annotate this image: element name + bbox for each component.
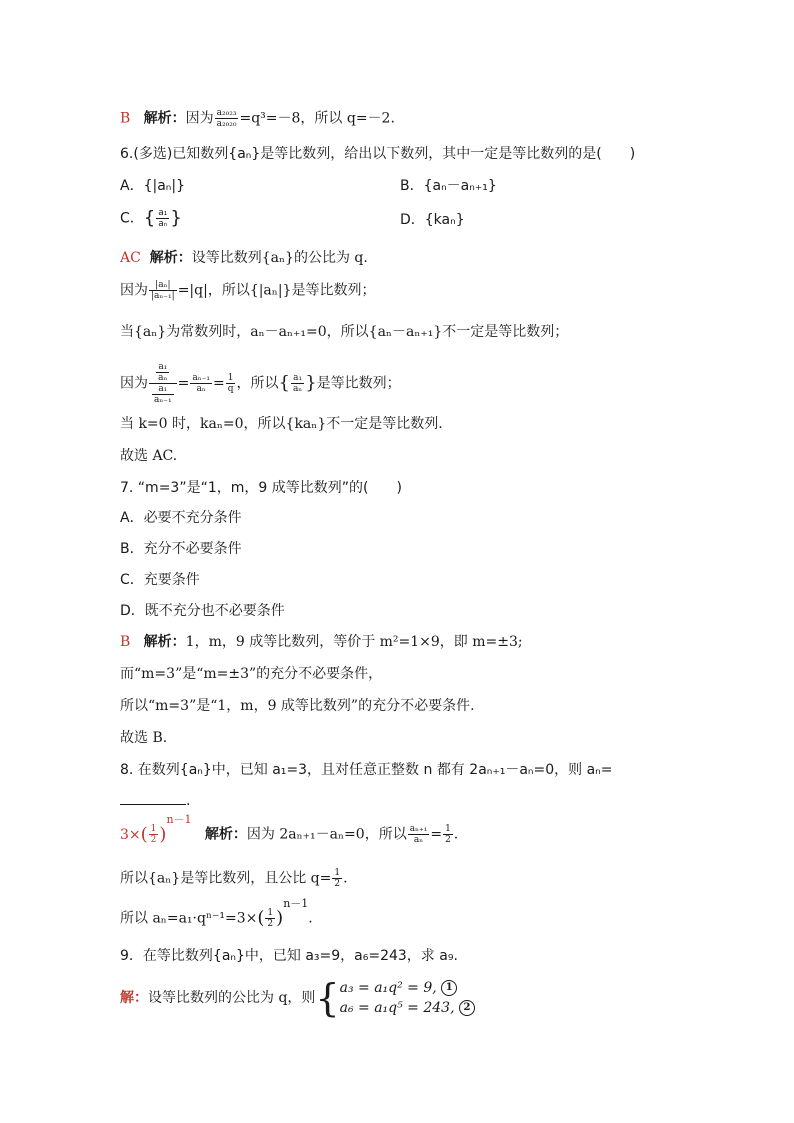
q7-analysis-2: 而“m=3”是“m=±3”的充分不必要条件，: [120, 666, 383, 682]
q6-analysis-5: 当 k=0 时，kaₙ=0，所以{kaₙ}不一定是等比数列.: [120, 416, 443, 432]
q8-line3-exp: n－1: [283, 896, 309, 910]
q6-line4-den-2: aₙ: [196, 384, 206, 394]
q7-option-d: D．既不充分也不必要条件: [120, 603, 285, 619]
q7-analysis-4: 故选 B.: [120, 730, 168, 746]
q6-line4-pre: 因为: [120, 375, 148, 392]
q9-eq1: a₃ = a₁q² = 9,: [339, 980, 437, 996]
q6-line2-num: |aₙ|: [149, 280, 177, 291]
q9-answer-label: 解：: [120, 990, 148, 1006]
q6-option-a: A．{|aₙ|}: [120, 178, 185, 194]
q6-line2-den: |aₙ₋₁|: [151, 291, 175, 301]
q7-answer: B: [120, 634, 131, 650]
q8-line2-half: [332, 868, 342, 889]
q7-analysis-label: 解析：: [143, 634, 186, 650]
q5-frac-num: a₂₀₂₃: [216, 108, 237, 118]
q8-line2-pre: 所以{aₙ}是等比数列，且公比 q=: [120, 870, 332, 887]
q6-option-c-den: aₙ: [158, 219, 168, 229]
q6-line2-post: =|q|，所以{|aₙ|}是等比数列；: [177, 282, 376, 299]
q8-answer: 3×( $\frac{1}{2}$ )$^{n-1}$: [120, 812, 192, 845]
q6-line2-pre: 因为: [120, 282, 148, 299]
q6-line4-post: ，所以: [236, 375, 279, 392]
q9-answer-line: [120, 978, 475, 1018]
q6-option-c-label: C．: [120, 210, 144, 227]
q7-option-a: A．必要不充分条件: [120, 510, 242, 526]
q8-line2-half-den: 2: [334, 879, 341, 889]
q6-option-b: B．{aₙ－aₙ₊₁}: [400, 178, 497, 194]
q6-line4-inner-den-1: aₙ: [158, 373, 168, 383]
q6-line4-eq1: =: [177, 375, 190, 392]
q6-line4-complex-den: [149, 384, 177, 405]
q6-line4-complex-num: [149, 362, 177, 384]
q8-line1-den: aₙ: [413, 835, 424, 845]
q9-eq2: a₆ = a₁q⁵ = 243,: [339, 1000, 455, 1016]
q8-line1-num: aₙ₊₁: [409, 824, 428, 834]
q5-frac-den: a₂₀₂₀: [216, 119, 237, 129]
q6-line4-inner-frac-1: [156, 362, 169, 383]
q6-analysis-4: 因为 $\frac{\frac{\text{a₁}}{\text{aₙ}}}{\frac{\text{a₁}}{\text{aₙ₋₁}}}$ = $\frac{\text{aₙ₋₁}}{\text{aₙ}}$ = $\frac{1}{q}$ ，所以{ $\frac{\text{a₁}}{\text{aₙ}}$ }是等比数列；: [120, 362, 401, 405]
q6-line4-inner-num-2: a₁: [152, 384, 174, 395]
q6-option-c-frac: [156, 208, 169, 229]
q8-line3-half-num: 1: [267, 908, 274, 918]
q5-fraction: [215, 108, 239, 129]
q5-text-2: =q³=－8，所以 q=－2.: [239, 110, 395, 127]
q7-analysis-3: 所以“m=3”是“1，m，9 成等比数列”的充分不必要条件.: [120, 698, 475, 714]
q5-text: 因为: [185, 110, 214, 127]
q6-analysis-3: 当{aₙ}为常数列时，aₙ－aₙ₊₁=0，所以{aₙ－aₙ₊₁}不一定是等比数列；: [120, 324, 569, 340]
q8-answer-prefix: 3×: [120, 826, 141, 843]
q7-stem: 7. “m=3”是“1，m，9 成等比数列”的( ): [120, 480, 402, 496]
q8-stem: 8. 在数列{aₙ}中，已知 a₁=3，且对任意正整数 n 都有 2aₙ₊₁－aₙ=0，则 aₙ=: [120, 762, 613, 778]
q6-line4-num-2: aₙ₋₁: [192, 373, 210, 383]
q8-line1-post: =: [430, 826, 443, 843]
q6-line4-den-3: q: [227, 384, 234, 394]
q6-line4-end: 是等比数列；: [316, 375, 401, 392]
q8-line3-half-den: 2: [267, 919, 274, 929]
q8-answer-den: 2: [150, 835, 157, 845]
q6-analysis-6: 故选 AC.: [120, 448, 178, 464]
q6-line4-frac-3: [226, 373, 236, 394]
q7-option-c: C．充要条件: [120, 572, 200, 588]
q6-line4-inner-den-2: aₙ₋₁: [154, 395, 172, 405]
q8-line1-half-den: 2: [445, 835, 451, 845]
q8-answer-num: 1: [150, 824, 157, 834]
q8-analysis-1: 3×( $\frac{1}{2}$ )$^{n-1}$ 解析：因为 2aₙ₊₁－aₙ=0，所以 $\frac{\text{aₙ₊₁}}{\text{aₙ}}$ = $\frac{1}{2}$ .: [120, 812, 459, 845]
q6-stem: 6.(多选)已知数列{aₙ}是等比数列，给出以下数列，其中一定是等比数列的是( ): [120, 146, 636, 162]
q5-analysis: [120, 108, 395, 129]
q8-line1-half-num: 1: [445, 824, 451, 834]
q9-mark2: 2: [459, 1000, 475, 1016]
q9-stem: 9．在等比数列{aₙ}中，已知 a₃=9，a₆=243，求 a₉.: [120, 948, 458, 964]
q6-line4-complex-frac: [149, 362, 177, 405]
q9-line1: 设等比数列的公比为 q，则: [148, 990, 316, 1006]
q8-analysis-3: 所以 aₙ=a₁·qⁿ⁻¹=3×( $\frac{1}{2}$ )$^{n-1}$.: [120, 896, 313, 929]
q5-answer: B: [120, 110, 131, 127]
q6-option-c: C．{ $\frac{\text{a₁}}{\text{aₙ}}$ }: [120, 207, 182, 229]
q6-line4-den-4: aₙ: [292, 384, 303, 394]
q7-line1: 1，m，9 成等比数列，等价于 m²=1×9，即 m=±3;: [185, 634, 523, 650]
q9-system: [340, 978, 475, 1018]
q8-line1-half: [443, 824, 453, 845]
q6-line4-eq2: =: [212, 375, 225, 392]
q8-line3-half: [265, 908, 275, 929]
q6-line4-frac-4: [291, 373, 304, 394]
q6-analysis-2: [120, 280, 375, 301]
q8-answer-frac: [149, 824, 159, 845]
q9-eq2-row: [340, 998, 475, 1018]
q6-line4-inner-frac-2: [152, 384, 174, 405]
q9-eq1-row: [340, 978, 475, 998]
q6-analysis-1: [120, 248, 368, 268]
q6-line4-num-4: a₁: [291, 373, 304, 384]
q8-line1-pre: 因为 2aₙ₊₁－aₙ=0，所以: [246, 826, 407, 843]
q6-analysis-label: 解析：: [149, 250, 192, 266]
q7-analysis-1: [120, 632, 523, 652]
q6-line4-inner-num-1: a₁: [156, 362, 169, 373]
q6-line2-frac: [149, 280, 177, 301]
q8-answer-exp: n－1: [166, 812, 192, 826]
q8-blank-line: .: [120, 790, 190, 811]
q8-analysis-label: 解析：: [204, 826, 247, 843]
q6-answer: AC: [120, 250, 141, 266]
q5-analysis-label: 解析：: [143, 110, 186, 127]
q8-line1-frac: [408, 824, 430, 845]
q9-brace: {: [315, 976, 340, 1020]
q8-blank: [120, 790, 186, 805]
q6-option-d: D．{kaₙ}: [400, 212, 465, 228]
q9-mark1: 1: [441, 980, 457, 996]
q6-line4-num-3: 1: [226, 373, 236, 384]
q6-line1: 设等比数列{aₙ}的公比为 q.: [191, 250, 368, 266]
q6-line4-frac-2: [190, 373, 212, 394]
q8-line2-half-num: 1: [334, 868, 341, 878]
q8-line3-pre: 所以 aₙ=a₁·qⁿ⁻¹=3×: [120, 910, 258, 927]
q6-option-c-num: a₁: [158, 208, 168, 218]
q7-option-b: B．充分不必要条件: [120, 541, 242, 557]
q8-analysis-2: 所以{aₙ}是等比数列，且公比 q= $\frac{1}{2}$ .: [120, 868, 348, 889]
